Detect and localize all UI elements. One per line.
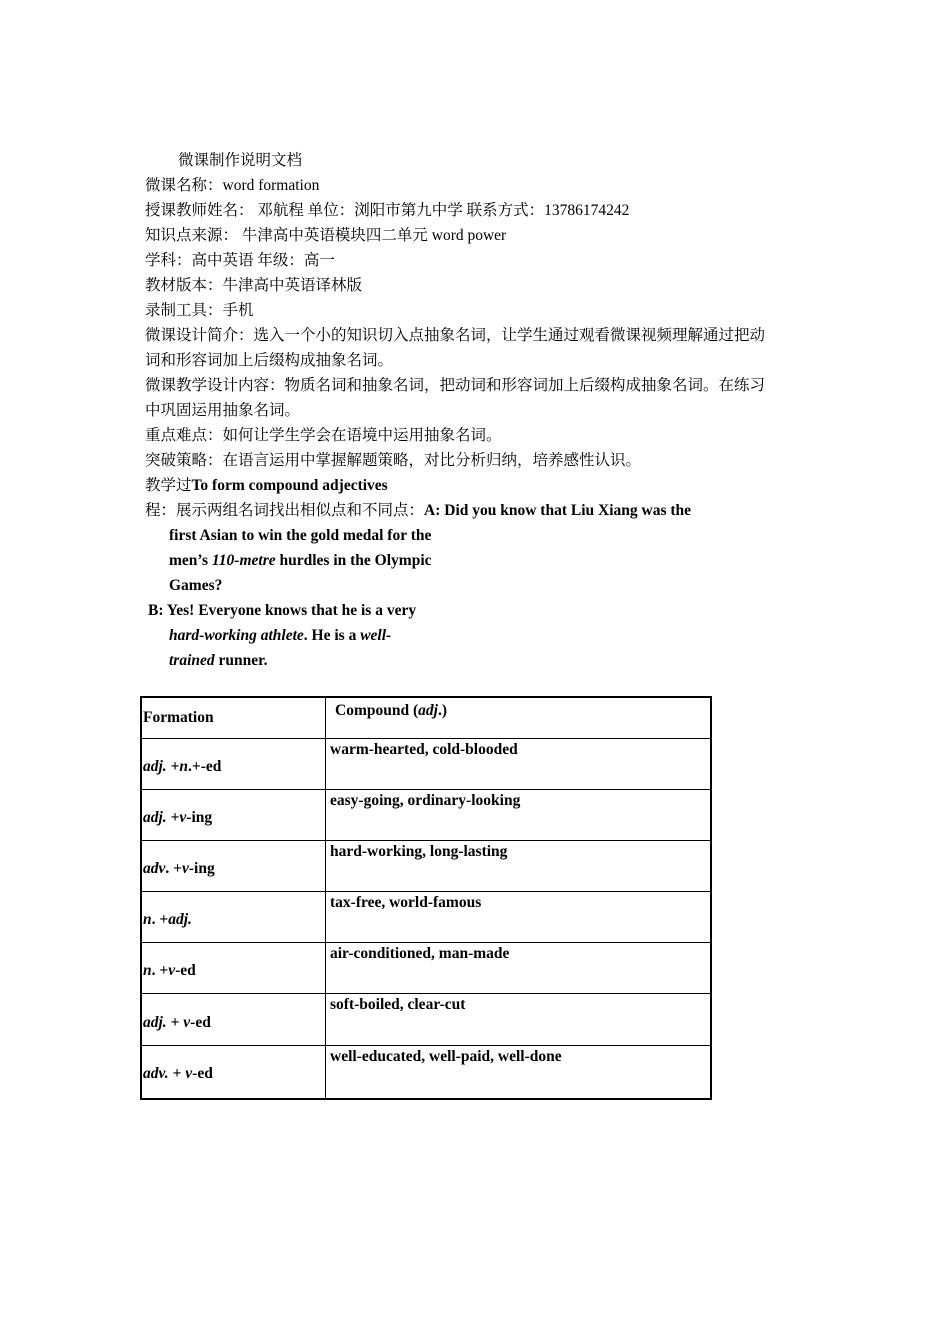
formation-part: -ed [190,1013,211,1031]
dialog-a-l3-italic: 110-metre [211,552,276,569]
formation-part: v [185,1065,193,1082]
design-intro-line-2: 词和形容词加上后缀构成抽象名词。 [145,352,394,369]
dialog-b-l2-italic: hard-working athlete [169,627,304,644]
table-row [141,738,711,789]
formation-cell [141,942,326,993]
key-points-line: 重点难点：如何让学生学会在语境中运用抽象名词。 [145,427,502,444]
compound-adjectives-table [140,696,712,1100]
formation-part: adv [143,859,166,877]
compound-cell: tax-free, world-famous [326,891,712,942]
table-row [141,789,711,840]
formation-part: adj. [143,808,167,826]
formation-part: adj. [143,757,167,775]
table-header-row [141,697,711,738]
compound-cell: soft-boiled, clear-cut [326,993,712,1045]
formation-cell [141,1045,326,1099]
formation-part: v [183,1013,191,1031]
design-content-line-1: 微课教学设计内容：物质名词和抽象名词，把动词和形容词加上后缀构成抽象名词。在练习 [145,377,766,394]
formation-part: . + [151,961,169,979]
formation-part: -ing [186,808,213,826]
formation-part: adj. [143,1013,167,1031]
doc-title: 微课制作说明文档 [178,152,303,169]
process-line-1 [145,476,388,496]
dialog-a-line-1: A: Did you know that Liu Xiang was the [424,502,692,519]
table-row [141,840,711,891]
header-formation-label: Formation [143,708,214,726]
formation-part: . + [151,910,169,928]
dialog-b-l2-italic2: well- [360,627,392,644]
formation-part: n [179,757,189,775]
formation-part: v [168,961,176,979]
subject-line: 学科：高中英语 年级：高一 [145,252,335,269]
header-compound-pre: Compound ( [335,702,419,719]
formation-part: n [143,961,152,979]
compound-cell: air-conditioned, man-made [326,942,712,993]
formation-part: v [179,808,187,826]
dialog-b-l2-post: . He is a [303,627,361,644]
dialog-b-line-3 [169,651,267,671]
compound-cell: well-educated, well-paid, well-done [326,1045,712,1099]
formation-cell [141,789,326,840]
dialog-a-line-3 [169,551,432,571]
formation-part: + [166,808,180,826]
strategy-line: 突破策略：在语言运用中掌握解题策略，对比分析归纳，培养感性认识。 [145,452,642,469]
table-row [141,993,711,1045]
formation-part: . + [165,859,182,877]
dialog-b-l3-italic: trained [169,652,215,669]
table-row [141,1045,711,1099]
table-row [141,891,711,942]
formation-part: -ed [175,961,196,979]
header-compound-italic: adj [418,702,438,719]
formation-part: + [168,1065,186,1082]
header-compound [326,697,712,738]
formation-cell [141,840,326,891]
formation-part: v [181,859,189,877]
formation-part: adv. [143,1065,169,1082]
formation-part: -ed [192,1065,213,1082]
compound-cell: easy-going, ordinary-looking [326,789,712,840]
design-intro-line-1: 微课设计简介：选入一个小的知识切入点抽象名词，让学生通过观看微课视频理解通过把动 [145,327,766,344]
process-heading: To form compound adjectives [191,477,388,494]
header-formation [141,697,326,738]
compound-cell: hard-working, long-lasting [326,840,712,891]
process-label-a: 教学过 [145,477,192,494]
dialog-a-line-2: first Asian to win the gold medal for the [169,527,432,544]
formation-cell [141,993,326,1045]
course-name-line: 微课名称：word formation [145,177,320,194]
source-line: 知识点来源： 牛津高中英语模块四二单元 word power [145,227,507,244]
process-line-2 [145,501,691,521]
dialog-a-l3-post: hurdles in the Olympic [275,552,432,569]
process-label-b: 程：展示两组名词找出相似点和不同点： [145,502,425,519]
formation-part: + [166,1013,184,1031]
teacher-line: 授课教师姓名： 邓航程 单位：浏阳市第九中学 联系方式：13786174242 [145,202,630,219]
formation-part: .+-ed [188,757,222,775]
dialog-b-line-1: B: Yes! Everyone knows that he is a very [148,602,417,619]
formation-part: + [166,757,180,775]
dialog-a-l3-pre: men’s [169,552,212,569]
formation-part: adj. [168,910,192,928]
formation-part: -ing [188,859,215,877]
tool-line: 录制工具：手机 [145,302,254,319]
design-content-line-2: 中巩固运用抽象名词。 [145,402,301,419]
formation-cell [141,738,326,789]
textbook-line: 教材版本：牛津高中英语译林版 [145,277,363,294]
header-compound-post: .) [437,702,447,719]
table-row [141,942,711,993]
formation-part: n [143,910,152,928]
dialog-b-l3-post: runner. [214,652,268,669]
compound-cell: warm-hearted, cold-blooded [326,738,712,789]
dialog-a-line-4: Games? [169,577,223,594]
dialog-b-line-2 [169,626,391,646]
formation-cell [141,891,326,942]
